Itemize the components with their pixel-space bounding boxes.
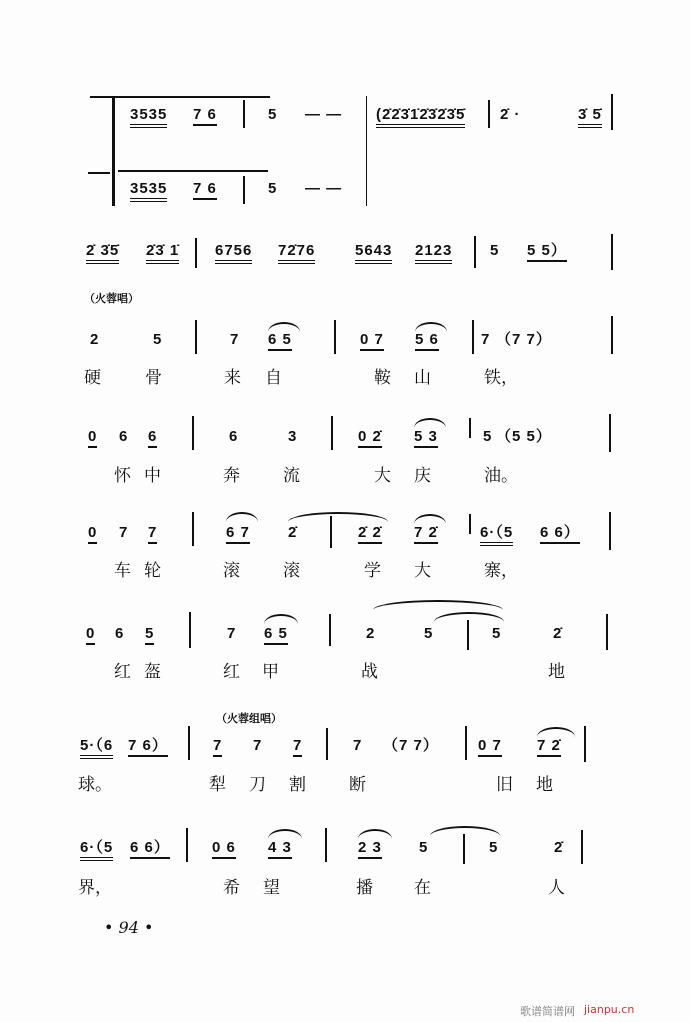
- lyric: 球。: [78, 775, 112, 795]
- note: 72̇76: [278, 242, 315, 264]
- barline: [611, 234, 613, 270]
- lyric: 油。: [484, 466, 518, 486]
- lyric: 轮: [144, 561, 161, 581]
- barline: [581, 830, 583, 864]
- note: 7 2̇: [537, 737, 561, 757]
- note: 2̇: [553, 625, 563, 642]
- barline: [469, 418, 471, 438]
- note: 6 7: [226, 524, 250, 544]
- note: 5: [268, 106, 278, 123]
- lyric: 硬: [84, 368, 101, 388]
- note: 5: [483, 428, 493, 445]
- note: 7: [119, 524, 129, 541]
- note: 6 6）: [540, 524, 580, 544]
- lyric: 犁: [209, 775, 226, 795]
- slur: [358, 829, 392, 839]
- barline: [606, 614, 608, 650]
- note: 2̇: [288, 524, 298, 541]
- slur: [268, 829, 302, 839]
- note: 5: [268, 180, 278, 197]
- lyric: 甲: [262, 662, 279, 682]
- note: 5: [490, 242, 500, 259]
- note: 7: [227, 625, 237, 642]
- note: 0 7: [360, 331, 384, 351]
- note: 0: [88, 524, 97, 544]
- note: 0: [88, 428, 97, 448]
- note: 2: [366, 625, 376, 642]
- note: 3̇ 5̇: [578, 106, 602, 128]
- barline: [474, 236, 476, 268]
- barline: [465, 726, 467, 760]
- note: 6756: [215, 242, 252, 264]
- lyric: 流: [283, 466, 300, 486]
- barline: [186, 828, 188, 862]
- note: 5: [492, 625, 502, 642]
- barline: [192, 512, 194, 546]
- lyric: 来: [224, 368, 241, 388]
- note: 7: [230, 331, 240, 348]
- note: 2123: [415, 242, 452, 264]
- note: 0: [86, 625, 95, 645]
- lyric: 鞍: [374, 368, 391, 388]
- note: 3̇2̇3̇5̇: [428, 106, 465, 128]
- note: 6 6）: [130, 839, 170, 859]
- note: 2: [90, 331, 100, 348]
- note: 7 6: [193, 180, 217, 200]
- lyric: 在: [414, 878, 431, 898]
- note: （7 7）: [383, 737, 439, 754]
- lyric: 割: [289, 775, 306, 795]
- slur: [537, 727, 575, 737]
- note: 5: [153, 331, 163, 348]
- note: 6: [148, 428, 157, 448]
- barline: [334, 320, 336, 354]
- note: 3535: [130, 106, 167, 128]
- note: 7: [148, 524, 157, 544]
- note: 7 2̇: [414, 524, 438, 544]
- system-bracket: [112, 96, 115, 206]
- barline: [467, 620, 469, 650]
- slur: [268, 322, 300, 332]
- page-number: • 94 •: [104, 918, 154, 937]
- tie: [434, 612, 504, 622]
- lyric: 车: [114, 561, 131, 581]
- barline: [366, 96, 367, 206]
- note: 7: [293, 737, 302, 757]
- lyric: 希: [223, 878, 240, 898]
- note: 3: [288, 428, 298, 445]
- slur: [415, 322, 447, 332]
- note: 6: [115, 625, 125, 642]
- note: 7 6: [193, 106, 217, 126]
- lyric: 寨，: [484, 561, 518, 581]
- note: 0 2̇: [358, 428, 382, 448]
- barline: [325, 828, 327, 862]
- tie: [288, 512, 388, 522]
- lyric: 红: [223, 662, 240, 682]
- note: (2̇2̇3̇1̇2̇: [376, 106, 429, 128]
- barline: [189, 612, 191, 648]
- note: 2̇: [554, 839, 564, 856]
- lyric: 播: [356, 878, 373, 898]
- note: 2̇ 3̇5̇: [86, 242, 119, 264]
- slur: [414, 514, 446, 524]
- singer-label: （火蓉组唱）: [216, 712, 282, 725]
- note: （5 5）: [496, 428, 552, 445]
- barline: [611, 316, 613, 354]
- note: 3535: [130, 180, 167, 202]
- lyric: 奔: [223, 466, 240, 486]
- barline: [326, 728, 328, 760]
- barline: [192, 416, 194, 450]
- note: 6·（5: [80, 839, 113, 861]
- lyric: 界，: [78, 878, 112, 898]
- note: 5·（6: [80, 737, 113, 759]
- slur: [414, 418, 446, 428]
- barline: [331, 416, 333, 450]
- barline: [329, 614, 331, 646]
- barline: [243, 100, 245, 128]
- note: 7: [213, 737, 222, 757]
- note: 2̇ 2̇: [358, 524, 382, 544]
- note: 0 7: [478, 737, 502, 757]
- lyric: 红: [114, 662, 131, 682]
- slur: [226, 512, 258, 522]
- note: 5: [424, 625, 434, 642]
- lyric: 自: [265, 368, 282, 388]
- note: 6 5: [268, 331, 292, 351]
- lyric: 地: [548, 662, 565, 682]
- brace-line: [118, 170, 268, 172]
- lyric: 刀: [249, 775, 266, 795]
- note: 4 3: [268, 839, 292, 859]
- note: 5 6: [415, 331, 439, 351]
- note: 7: [481, 331, 491, 348]
- lyric: 大: [374, 466, 391, 486]
- lyric: 旧: [496, 775, 513, 795]
- note: （7 7）: [496, 331, 552, 348]
- note: 2̇ ·: [500, 106, 521, 123]
- slur: [373, 600, 503, 610]
- note: 6·（5: [480, 524, 513, 546]
- lyric: 战: [361, 662, 378, 682]
- lyric: 望: [263, 878, 280, 898]
- note: 7: [253, 737, 263, 754]
- barline: [463, 834, 465, 864]
- watermark: 歌谱简谱网: [520, 1005, 575, 1018]
- barline: [488, 100, 490, 128]
- brace-line: [88, 172, 110, 174]
- note: 5 3: [414, 428, 438, 448]
- slur: [264, 614, 298, 624]
- note: 7 6）: [128, 737, 168, 757]
- barline: [469, 514, 471, 534]
- lyric: 庆: [414, 466, 431, 486]
- tie: [430, 826, 500, 836]
- note: — —: [305, 106, 343, 123]
- lyric: 盔: [144, 662, 161, 682]
- note: 0 6: [212, 839, 236, 859]
- note: 5643: [355, 242, 392, 264]
- barline: [330, 516, 332, 548]
- barline: [609, 414, 611, 452]
- note: 2̇3̇ 1̇: [146, 242, 179, 264]
- note: 5 5）: [527, 242, 567, 262]
- lyric: 中: [144, 466, 161, 486]
- barline: [188, 726, 190, 760]
- note: 5: [419, 839, 429, 856]
- note: 6 5: [264, 625, 288, 645]
- barline: [584, 726, 586, 762]
- note: 6: [119, 428, 129, 445]
- note: 5: [145, 625, 154, 645]
- lyric: 骨: [145, 368, 162, 388]
- barline: [195, 320, 197, 354]
- lyric: 怀: [114, 466, 131, 486]
- lyric: 地: [536, 775, 553, 795]
- lyric: 学: [364, 561, 381, 581]
- barline: [472, 320, 474, 354]
- lyric: 山: [414, 368, 431, 388]
- note: 5: [489, 839, 499, 856]
- lyric: 滚: [283, 561, 300, 581]
- lyric: 铁，: [484, 368, 518, 388]
- note: 2 3: [358, 839, 382, 859]
- barline: [195, 238, 197, 268]
- singer-label: （火蓉唱）: [84, 292, 139, 305]
- brace-line: [90, 96, 270, 98]
- lyric: 断: [349, 775, 366, 795]
- watermark-url: jianpu.cn: [584, 1003, 635, 1016]
- lyric: 人: [548, 878, 565, 898]
- barline: [611, 94, 613, 130]
- note: 7: [353, 737, 363, 754]
- barline: [243, 176, 245, 204]
- lyric: 大: [414, 561, 431, 581]
- lyric: 滚: [223, 561, 240, 581]
- barline: [609, 512, 611, 550]
- note: 6: [229, 428, 239, 445]
- note: — —: [305, 180, 343, 197]
